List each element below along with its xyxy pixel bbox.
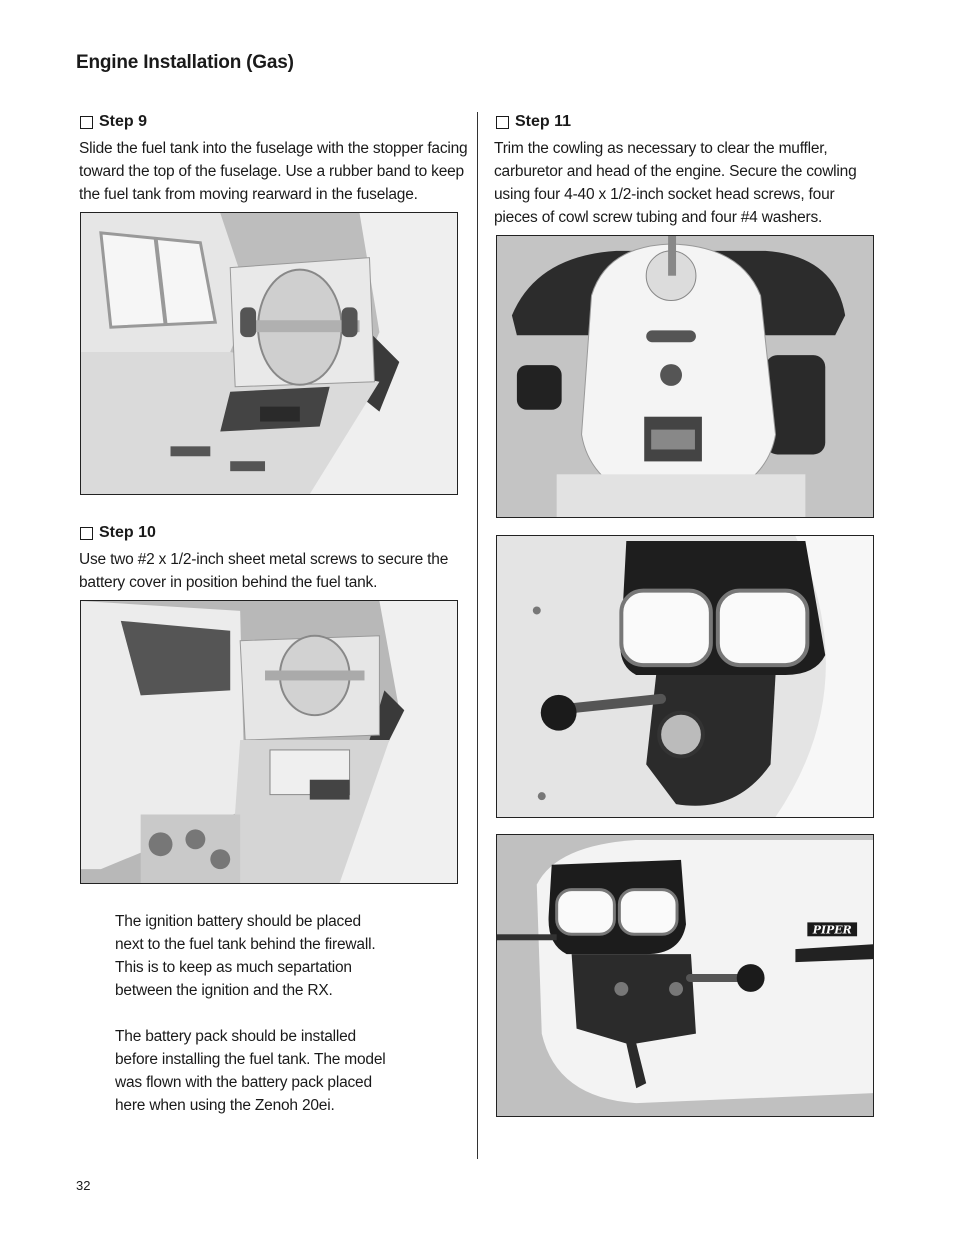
photo-cowl-front — [496, 235, 874, 518]
text-line: Slide the fuel tank into the fuselage with the stopper facing — [79, 140, 468, 157]
text-line: using four 4-40 x 1/2-inch socket head screws, four — [494, 186, 835, 203]
step-11-text — [494, 137, 857, 229]
step-10-text — [79, 548, 448, 594]
text-line: before installing the fuel tank. The model — [115, 1051, 386, 1068]
battery-cover-illustration-icon — [81, 601, 457, 883]
text-line: Trim the cowling as necessary to clear the muffler, — [494, 140, 828, 157]
column-divider — [477, 112, 478, 1159]
text-line: Use two #2 x 1/2-inch sheet metal screws to secure the — [79, 551, 449, 568]
cowl-front-illustration-icon — [497, 236, 873, 517]
text-line: between the ignition and the RX. — [115, 982, 333, 999]
text-line: next to the fuel tank behind the firewall. — [115, 936, 376, 953]
text-line: This is to keep as much separtation — [115, 959, 352, 976]
checkbox-icon[interactable] — [80, 527, 93, 540]
text-line: here when using the Zenoh 20ei. — [115, 1097, 335, 1114]
text-line: battery cover in position behind the fuel tank. — [79, 574, 378, 591]
step-11-heading — [496, 113, 571, 131]
step-9-label: Step 9 — [99, 113, 148, 130]
text-line: was flown with the battery pack placed — [115, 1074, 372, 1091]
text-line: The battery pack should be installed — [115, 1028, 356, 1045]
page-title: Engine Installation (Gas) — [76, 52, 294, 73]
fuselage-illustration-icon — [81, 213, 457, 494]
photo-cowl-piper — [496, 834, 874, 1117]
ignition-battery-note — [115, 910, 415, 1002]
photo-fuel-tank-in-fuselage — [80, 212, 458, 495]
checkbox-icon[interactable] — [80, 116, 93, 129]
page-number: 32 — [76, 1178, 91, 1193]
text-line: pieces of cowl screw tubing and four #4 washers. — [494, 209, 823, 226]
checkbox-icon[interactable] — [496, 116, 509, 129]
step-11-label: Step 11 — [515, 113, 572, 130]
step-10-heading — [80, 524, 156, 542]
battery-pack-note — [115, 1025, 415, 1117]
text-line: toward the top of the fuselage. Use a rubber band to keep — [79, 163, 464, 180]
cowl-muffler-illustration-icon — [497, 536, 873, 817]
photo-battery-cover — [80, 600, 458, 884]
text-line: carburetor and head of the engine. Secure the cowling — [494, 163, 857, 180]
step-9-heading — [80, 113, 147, 131]
text-line: The ignition battery should be placed — [115, 913, 361, 930]
step-9-text — [79, 137, 467, 206]
piper-decal: PIPER — [812, 923, 852, 937]
cowl-piper-illustration-icon — [497, 835, 873, 1116]
photo-cowl-muffler — [496, 535, 874, 818]
step-10-label: Step 10 — [99, 524, 156, 541]
text-line: the fuel tank from moving rearward in the fuselage. — [79, 186, 418, 203]
